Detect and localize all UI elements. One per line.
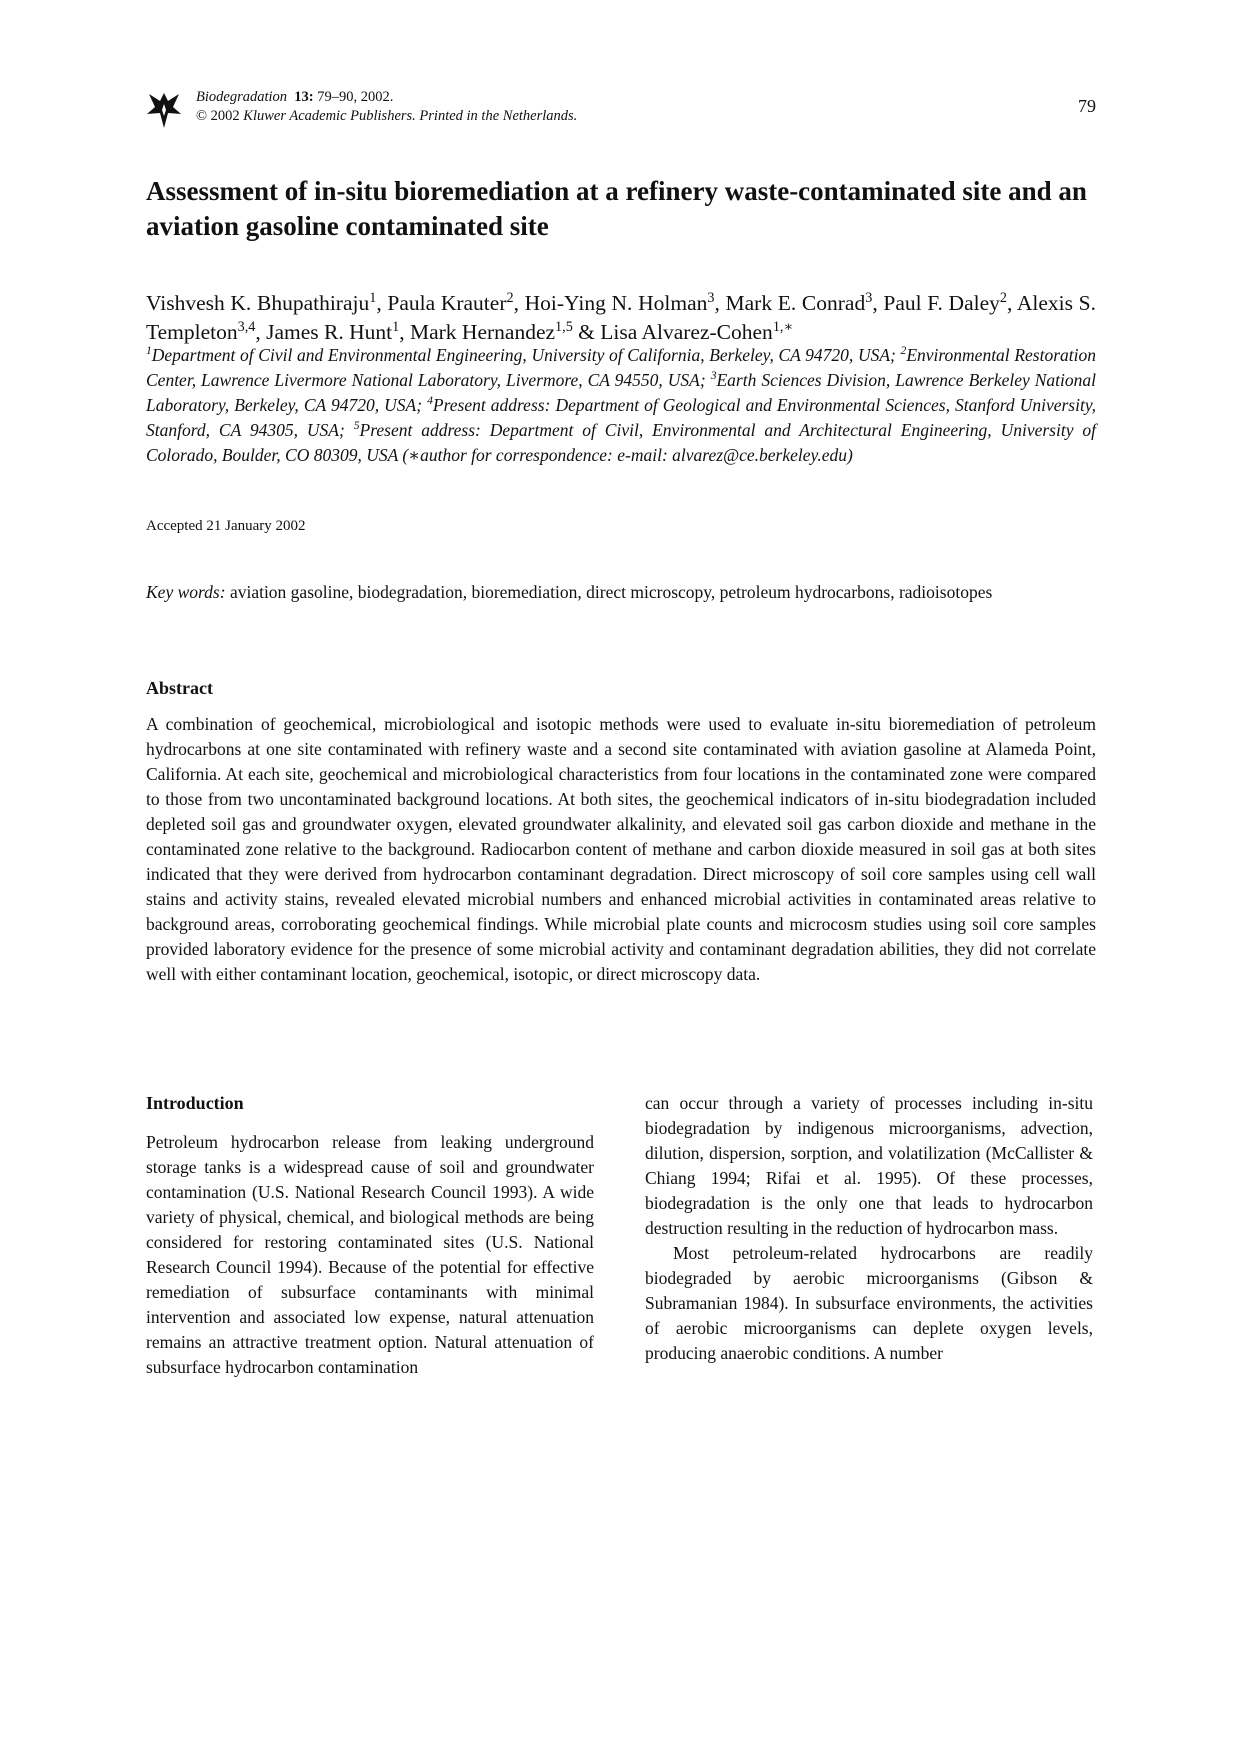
- journal-pages: 79–90, 2002.: [313, 89, 394, 105]
- affiliation-text: Department of Civil and Environmental Engineering, University of California, Berkeley, CA 94720, USA;: [151, 345, 901, 365]
- journal-citation: [196, 88, 577, 126]
- intro-paragraph-2: Most petroleum-related hydrocarbons are readily biodegraded by aerobic microorganisms (Gibson & Subramanian 1984). In subsurface environments, the activities of aerobic microorganisms can deplete oxygen levels, producing anaerobic conditions. A number: [645, 1243, 1093, 1363]
- abstract-heading: Abstract: [146, 678, 213, 698]
- journal-volume: 13:: [294, 89, 314, 105]
- affiliation-mark: 2: [900, 345, 907, 358]
- author-affiliation-mark: 2: [999, 289, 1007, 306]
- affiliation-mark: 3: [710, 370, 717, 383]
- keywords: [146, 580, 1096, 605]
- column-left: [146, 1091, 594, 1380]
- keywords-text: aviation gasoline, biodegradation, bioremediation, direct microscopy, petroleum hydrocarbons, radioisotopes: [225, 582, 993, 602]
- author-affiliation-mark: 1,∗: [772, 318, 794, 335]
- introduction-heading: Introduction: [146, 1093, 244, 1113]
- author-affiliation-mark: 2: [506, 289, 514, 306]
- page-number: 79: [1078, 96, 1096, 116]
- author-affiliation-mark: 3,4: [237, 318, 256, 335]
- author-affiliation-mark: 1,5: [555, 318, 573, 335]
- affiliation-text: Present address: Department of Civil, Environmental and Architectural Engineering, University of Colorado, Boulder, CO 80309, USA (∗author for correspondence: e-mail: alvarez@ce.berkeley.edu): [146, 420, 1097, 465]
- author-list: Vishvesh K. Bhupathiraju$^1$, Paula Krauter$^2$, Hoi-Ying N. Holman$^3$, Mark E. Conrad$^3$, Paul F. Daley$^2$, Alexis S. Templeton$^{3,4}$, James R. Hunt$^1$, Mark Hernandez$^{1,5}$ & Lisa Alvarez-Cohen$^{1,∗}$: [146, 289, 1096, 344]
- author-name: Alexis S. Templeton: [146, 291, 1096, 344]
- author-affiliation-mark: 3: [865, 289, 873, 306]
- affiliation-mark: 5: [353, 420, 360, 433]
- author-name: James R. Hunt: [266, 320, 393, 344]
- author-name: Paul F. Daley: [883, 291, 1000, 315]
- intro-paragraph-1: Petroleum hydrocarbon release from leaking underground storage tanks is a widespread cause of soil and groundwater contamination (U.S. National Research Council 1993). A wide variety of physical, chemical, and biological methods are being considered for restoring contaminated sites (U.S. National Research Council 1994). Because of the potential for effective remediation of subsurface contaminants with minimal intervention and associated low expense, natural attenuation remains an attractive treatment option. Natural attenuation of subsurface hydrocarbon contamination: [146, 1132, 594, 1377]
- column-right: [645, 1091, 1093, 1366]
- author-name: Lisa Alvarez-Cohen: [600, 320, 773, 344]
- author-affiliation-mark: 1: [369, 289, 377, 306]
- affiliations: [146, 343, 1096, 468]
- author-name: Hoi-Ying N. Holman: [524, 291, 708, 315]
- publisher: Kluwer Academic Publishers. Printed in the Netherlands.: [243, 108, 578, 124]
- author-affiliation-mark: 1: [392, 318, 400, 335]
- author-name: Mark Hernandez: [409, 320, 556, 344]
- affiliation-text: Present address: Department of Geological and Environmental Sciences, Stanford University, Stanford, CA 94305, USA;: [146, 395, 1096, 440]
- affiliation-mark: 4: [427, 395, 433, 408]
- author-name: Mark E. Conrad: [725, 291, 866, 315]
- author-name: Paula Krauter: [387, 291, 507, 315]
- affiliation-mark: 1: [146, 345, 152, 358]
- author-affiliation-mark: 3: [707, 289, 715, 306]
- intro-paragraph-1-cont: can occur through a variety of processes including in-situ biodegradation by indigenous microorganisms, advection, dilution, dispersion, sorption, and volatilization (McCallister & Chiang 1994; Rifai et al. 1995). Of these processes, biodegradation is the only one that leads to hydrocarbon destruction resulting in the reduction of hydrocarbon mass.: [645, 1093, 1093, 1238]
- keywords-label: Key words:: [146, 582, 226, 602]
- accepted-date: Accepted 21 January 2002: [146, 518, 306, 534]
- affiliation-text: Earth Sciences Division, Lawrence Berkeley National Laboratory, Berkeley, CA 94720, USA;: [146, 370, 1097, 415]
- abstract-text: A combination of geochemical, microbiological and isotopic methods were used to evaluate in-situ bioremediation of petroleum hydrocarbons at one site contaminated with refinery waste and a second site contaminated with aviation gasoline at Alameda Point, California. At each site, geochemical and microbiological characteristics from four locations in the contaminated zone were compared to those from two uncontaminated background locations. At both sites, the geochemical indicators of in-situ biodegradation included depleted soil gas and groundwater oxygen, elevated groundwater alkalinity, and elevated soil gas carbon dioxide and methane in the contaminated zone relative to the background. Radiocarbon content of methane and carbon dioxide measured in soil gas at both sites indicated that they were derived from hydrocarbon contaminant degradation. Direct microscopy of soil core samples using cell wall stains and activity stains, revealed elevated microbial numbers and enhanced microbial activities in contaminated areas relative to background areas, corroborating geochemical findings. While microbial plate counts and microcosm studies using soil core samples provided laboratory evidence for the presence of some microbial activity and contaminant degradation abilities, they did not correlate well with either contaminant location, geochemical, isotopic, or direct microscopy data.: [146, 714, 1096, 984]
- publisher-logo-icon: [146, 90, 182, 130]
- copyright: © 2002: [196, 108, 244, 124]
- affiliation-text: Environmental Restoration Center, Lawrence Livermore National Laboratory, Livermore, CA 94550, USA;: [146, 345, 1096, 390]
- page-header: [146, 86, 1096, 132]
- journal-name: Biodegradation: [196, 89, 288, 105]
- article-title: Assessment of in-situ bioremediation at a refinery waste-contaminated site and an aviation gasoline contaminated site: [146, 176, 1087, 241]
- author-name: Vishvesh K. Bhupathiraju: [146, 291, 370, 315]
